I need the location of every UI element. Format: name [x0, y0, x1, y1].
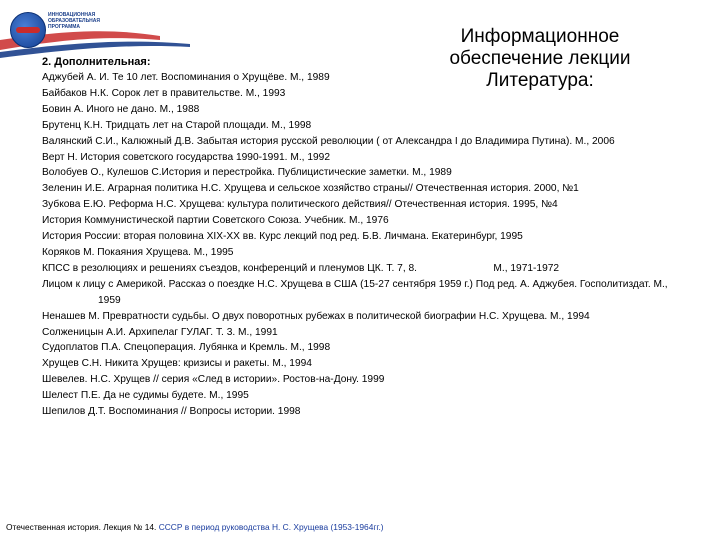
logo [10, 10, 120, 48]
reference-item: Судоплатов П.А. Спецоперация. Лубянка и Кремль. М., 1998 [42, 342, 331, 354]
logo-emblem-icon [10, 12, 46, 48]
reference-item: Зеленин И.Е. Аграрная политика Н.С. Хрущева и сельское хозяйство страны// Отечественная история. 2000, №1 [42, 183, 579, 195]
footer-prefix: Отечественная история. Лекция № 14. [6, 522, 159, 532]
reference-item: Лицом к лицу с Америкой. Рассказ о поездке Н.С. Хрущева в США (15-27 сентября 1959 г.) Под ред. А. Аджубея. Госполитиздат. М., 1959 [42, 278, 668, 306]
reference-item: История Коммунистической партии Советского Союза. Учебник. М., 1976 [42, 215, 389, 227]
reference-item: Коряков М. Покаяния Хрущева. М., 1995 [42, 246, 234, 258]
reference-item: Байбаков Н.К. Сорок лет в правительстве. М., 1993 [42, 87, 286, 99]
logo-text [48, 12, 118, 30]
slide-title-line: Литература: [486, 70, 594, 91]
reference-item: Брутенц К.Н. Тридцать лет на Старой площади. М., 1998 [42, 119, 312, 131]
reference-item: История России: вторая половина XIX-XX вв. Курс лекций под ред. Б.В. Личмана. Екатеринбург, 1995 [42, 231, 523, 243]
footer-lecture-topic: СССР в период руководства Н. С. Хрущева (1953-1964гг.) [158, 522, 384, 532]
reference-item: Ненашев М. Превратности судьбы. О двух поворотных рубежах в политической биографии Н.С. Хрущева. М., 1994 [42, 310, 590, 322]
reference-item: Шепилов Д.Т. Воспоминания // Вопросы истории. 1998 [42, 406, 301, 418]
reference-item: Солженицын А.И. Архипелаг ГУЛАГ. Т. 3. М., 1991 [42, 326, 278, 338]
reference-item: Аджубей А. И. Те 10 лет. Воспоминания о Хрущёве. М., 1989 [42, 72, 330, 83]
reference-item: Хрущев С.Н. Никита Хрущев: кризисы и ракеты. М., 1994 [42, 358, 312, 370]
reference-item: КПСС в резолюциях и решениях съездов, конференций и пленумов ЦК. Т. 7, 8. М., 1971-1972 [42, 262, 560, 274]
slide-title-line: обеспечение лекции [449, 48, 631, 69]
footer [6, 522, 384, 532]
reference-item: Шелест П.Е. Да не судимы будете. М., 1995 [42, 390, 249, 402]
logo-text-line: ИННОВАЦИОННАЯ [48, 12, 96, 18]
reference-list [42, 70, 672, 420]
reference-item: Верт Н. История советского государства 1990-1991. М., 1992 [42, 151, 330, 163]
reference-item: Зубкова Е.Ю. Реформа Н.С. Хрущева: культура политического действия// Отечественная история. 1995, №4 [42, 199, 558, 211]
logo-text-line: ОБРАЗОВАТЕЛЬНАЯ [48, 18, 100, 24]
reference-item: Бовин А. Иного не дано. М., 1988 [42, 103, 200, 115]
reference-item: Волобуев О., Кулешов С.История и перестройка. Публицистические заметки. М., 1989 [42, 167, 452, 179]
reference-item: Валянский С.И., Калюжный Д.В. Забытая история русской революции ( от Александра I до Владимира Путина). М., 2006 [42, 135, 615, 147]
slide-title-line: Информационное [460, 26, 620, 47]
reference-item: Шевелев. Н.С. Хрущев // серия «След в истории». Ростов-на-Дону. 1999 [42, 374, 385, 386]
section-heading: 2. Дополнительная: [42, 56, 151, 68]
logo-text-line: ПРОГРАММА [48, 24, 81, 30]
